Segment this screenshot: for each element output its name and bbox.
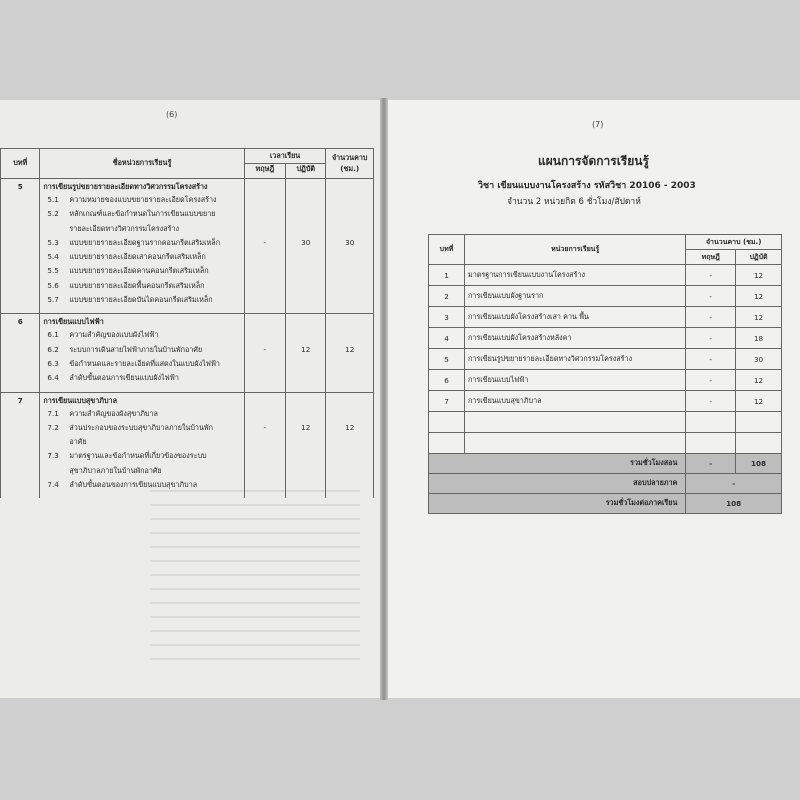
total-semester-value: 108: [686, 494, 782, 514]
theory-hours-value: -: [263, 422, 267, 432]
row-practice: 12: [736, 370, 782, 391]
row-theory: -: [686, 265, 736, 286]
chapter-number: [1, 392, 40, 498]
table-row: [429, 286, 782, 307]
total-teaching-label: รวมชั่วโมงสอน: [429, 454, 686, 474]
final-exam-label: สอบปลายภาค: [429, 474, 686, 494]
item-number: 5.7: [47, 295, 59, 305]
row-theory: [686, 433, 736, 454]
row-unit: [464, 433, 685, 454]
row-number: 6: [429, 370, 465, 391]
item-text: แบบขยายรายละเอียดเสาคอนกรีตเสริมเหล็ก: [69, 252, 206, 262]
item-text: แบบขยายรายละเอียดบันไดคอนกรีตเสริมเหล็ก: [69, 295, 213, 305]
item-text: หลักเกณฑ์และข้อกำหนดในการเขียนแบบขยาย: [69, 209, 216, 219]
item-text: แบบขยายรายละเอียดฐานรากคอนกรีตเสริมเหล็ก: [69, 237, 221, 247]
chapter-number: [1, 179, 40, 314]
theory-hours: [244, 314, 285, 392]
item-text: แบบขยายรายละเอียดคานคอนกรีตเสริมเหล็ก: [69, 266, 209, 276]
list-item: [43, 407, 240, 421]
row-unit: การเขียนแบบสุขาภิบาล: [464, 391, 685, 412]
row-theory: [686, 412, 736, 433]
item-number: 6.1: [47, 330, 59, 340]
theory-hours: [244, 392, 285, 498]
list-item: [43, 328, 240, 342]
chapter-title: การเขียนแบบไฟฟ้า: [43, 317, 104, 327]
chapter-content: [40, 392, 244, 498]
row-practice: 12: [736, 307, 782, 328]
item-number: 7.2: [47, 422, 59, 432]
col-unit: หน่วยการเรียนรู้: [464, 235, 685, 265]
chapter-row: [1, 314, 374, 392]
period-count: [326, 392, 374, 498]
item-number: 7.1: [47, 408, 59, 418]
row-number: [429, 433, 465, 454]
row-theory: -: [686, 286, 736, 307]
item-number: 6.2: [47, 344, 59, 354]
row-practice: [736, 433, 782, 454]
period-count: [326, 314, 374, 392]
list-item: [43, 193, 240, 207]
chapter-row: [1, 179, 374, 314]
item-number: 6.3: [47, 358, 59, 368]
course-credits: จำนวน 2 หน่วยกิต 6 ชั่วโมง/สัปดาห์: [507, 197, 641, 207]
col-practice: ปฏิบัติ: [286, 164, 326, 179]
row-theory: -: [686, 370, 736, 391]
book-spine: [380, 98, 388, 700]
row-practice: 12: [736, 265, 782, 286]
row-theory: -: [686, 391, 736, 412]
list-item: [43, 357, 240, 371]
row-theory: -: [686, 349, 736, 370]
col-time: เวลาเรียน: [244, 149, 326, 164]
theory-hours-value: -: [263, 344, 267, 354]
course-subtitle: วิชา เขียนแบบงานโครงสร้าง รหัสวิชา 20106 - 2003: [478, 181, 696, 191]
item-text: ลำดับขั้นตอนของการเขียนแบบสุขาภิบาล: [69, 480, 198, 490]
theory-hours-value: -: [263, 237, 267, 247]
chapter-number-text: 5: [17, 182, 23, 191]
list-item: [43, 293, 240, 307]
plan-title: แผนการจัดการเรียนรู้: [538, 154, 649, 168]
left-unit-table: [0, 148, 374, 498]
left-page-number: (6): [166, 110, 178, 119]
list-item: [43, 250, 240, 264]
item-number: 5.3: [47, 237, 59, 247]
chapter-number-text: 7: [17, 395, 23, 405]
practice-hours: [286, 179, 326, 314]
list-item: [43, 207, 240, 221]
list-item: [43, 264, 240, 278]
item-text: อาศัย: [69, 437, 87, 447]
row-practice: 18: [736, 328, 782, 349]
table-row: [429, 391, 782, 412]
list-item: [43, 478, 240, 492]
col-periods: [326, 149, 374, 179]
row-unit: มาตรฐานการเขียนแบบงานโครงสร้าง: [464, 265, 685, 286]
row-number: 1: [429, 265, 465, 286]
col-chapter: บทที่: [429, 235, 465, 265]
row-number: 4: [429, 328, 465, 349]
table-row: [429, 433, 782, 454]
practice-hours-value: 12: [301, 344, 311, 354]
row-unit: การเขียนแบบผังฐานราก: [464, 286, 685, 307]
period-count-value: 12: [345, 422, 355, 432]
item-number: 5.1: [47, 195, 59, 204]
table-row: [429, 328, 782, 349]
row-theory: -: [686, 328, 736, 349]
list-item: [43, 236, 240, 250]
period-count-value: 30: [345, 237, 355, 247]
row-practice: 12: [736, 286, 782, 307]
chapter-content: [40, 314, 244, 392]
col-theory: ทฤษฎี: [686, 250, 736, 265]
col-theory: ทฤษฎี: [244, 164, 285, 179]
list-item: [43, 464, 240, 478]
item-text: ความสำคัญของผังสุขาภิบาล: [69, 408, 158, 418]
chapter-title: การเขียนรูปขยายรายละเอียดทางวิศวกรรมโครงสร้าง: [43, 182, 208, 191]
col-periods-label: จำนวนคาบ: [331, 152, 368, 162]
list-item: [43, 222, 240, 236]
list-item: [43, 279, 240, 293]
right-page-number: (7): [592, 120, 604, 129]
item-number: 6.4: [47, 373, 59, 383]
bleed-through-texture: [150, 490, 360, 660]
row-unit: [464, 412, 685, 433]
row-practice: [736, 412, 782, 433]
total-teaching-practice: 108: [736, 454, 782, 474]
item-text: แบบขยายรายละเอียดพื้นคอนกรีตเสริมเหล็ก: [69, 280, 205, 290]
row-unit: การเขียนแบบผังโครงสร้างเสา คาน พื้น: [464, 307, 685, 328]
col-periods-unit: (ชม.): [340, 163, 360, 173]
table-row: [429, 412, 782, 433]
row-unit: การเขียนรูปขยายรายละเอียดทางวิศวกรรมโครงสร้าง: [464, 349, 685, 370]
list-item: [43, 343, 240, 357]
total-teaching-theory: -: [686, 454, 736, 474]
item-text: ข้อกำหนดและรายละเอียดที่แสดงในแบบผังไฟฟ้า: [69, 358, 220, 368]
item-text: ความหมายของแบบขยายรายละเอียดโครงสร้าง: [69, 195, 217, 204]
item-number: 5.2: [47, 209, 59, 219]
list-item: [43, 449, 240, 463]
table-row: [429, 307, 782, 328]
col-practice: ปฏิบัติ: [736, 250, 782, 265]
chapter-content: [40, 179, 244, 314]
table-row: [429, 349, 782, 370]
item-number: 7.4: [47, 480, 59, 490]
row-unit: การเขียนแบบผังโครงสร้างหลังคา: [464, 328, 685, 349]
list-item: [43, 371, 240, 385]
row-number: 7: [429, 391, 465, 412]
row-unit: การเขียนแบบไฟฟ้า: [464, 370, 685, 391]
row-number: 5: [429, 349, 465, 370]
practice-hours-value: 12: [301, 422, 311, 432]
final-exam-value: -: [686, 474, 782, 494]
table-row: [429, 265, 782, 286]
chapter-number: [1, 314, 40, 392]
table-row: [429, 370, 782, 391]
list-item: [43, 435, 240, 449]
chapter-title: การเขียนแบบสุขาภิบาล: [43, 395, 117, 405]
list-item: [43, 421, 240, 435]
plan-table: [428, 234, 782, 514]
practice-hours: [286, 392, 326, 498]
chapter-row: [1, 392, 374, 498]
item-number: 5.6: [47, 280, 59, 290]
col-chapter: บทที่: [1, 149, 40, 179]
col-periods: จำนวนคาบ (ชม.): [686, 235, 782, 250]
item-text: ระบบการเดินสายไฟฟ้าภายในบ้านพักอาศัย: [69, 344, 203, 354]
item-text: ส่วนประกอบของระบบสุขาภิบาลภายในบ้านพัก: [69, 422, 213, 432]
practice-hours: [286, 314, 326, 392]
item-number: 7.3: [47, 451, 59, 461]
theory-hours: [244, 179, 285, 314]
item-text: สุขาภิบาลภายในบ้านพักอาศัย: [69, 465, 162, 475]
row-number: 3: [429, 307, 465, 328]
item-text: ลำดับขั้นตอนการเขียนแบบผังไฟฟ้า: [69, 373, 179, 383]
row-number: 2: [429, 286, 465, 307]
period-count: [326, 179, 374, 314]
period-count-value: 12: [345, 344, 355, 354]
item-text: ความสำคัญของแบบผังไฟฟ้า: [69, 330, 159, 340]
item-number: 5.5: [47, 266, 59, 276]
chapter-number-text: 6: [17, 317, 23, 327]
item-text: รายละเอียดทางวิศวกรรมโครงสร้าง: [69, 223, 180, 233]
col-unit-name: ชื่อหน่วยการเรียนรู้: [40, 149, 244, 179]
total-semester-label: รวมชั่วโมงต่อภาคเรียน: [429, 494, 686, 514]
item-text: มาตรฐานและข้อกำหนดที่เกี่ยวข้องของระบบ: [69, 451, 207, 461]
row-number: [429, 412, 465, 433]
item-number: 5.4: [47, 252, 59, 262]
practice-hours-value: 30: [301, 237, 311, 247]
row-theory: -: [686, 307, 736, 328]
row-practice: 30: [736, 349, 782, 370]
row-practice: 12: [736, 391, 782, 412]
